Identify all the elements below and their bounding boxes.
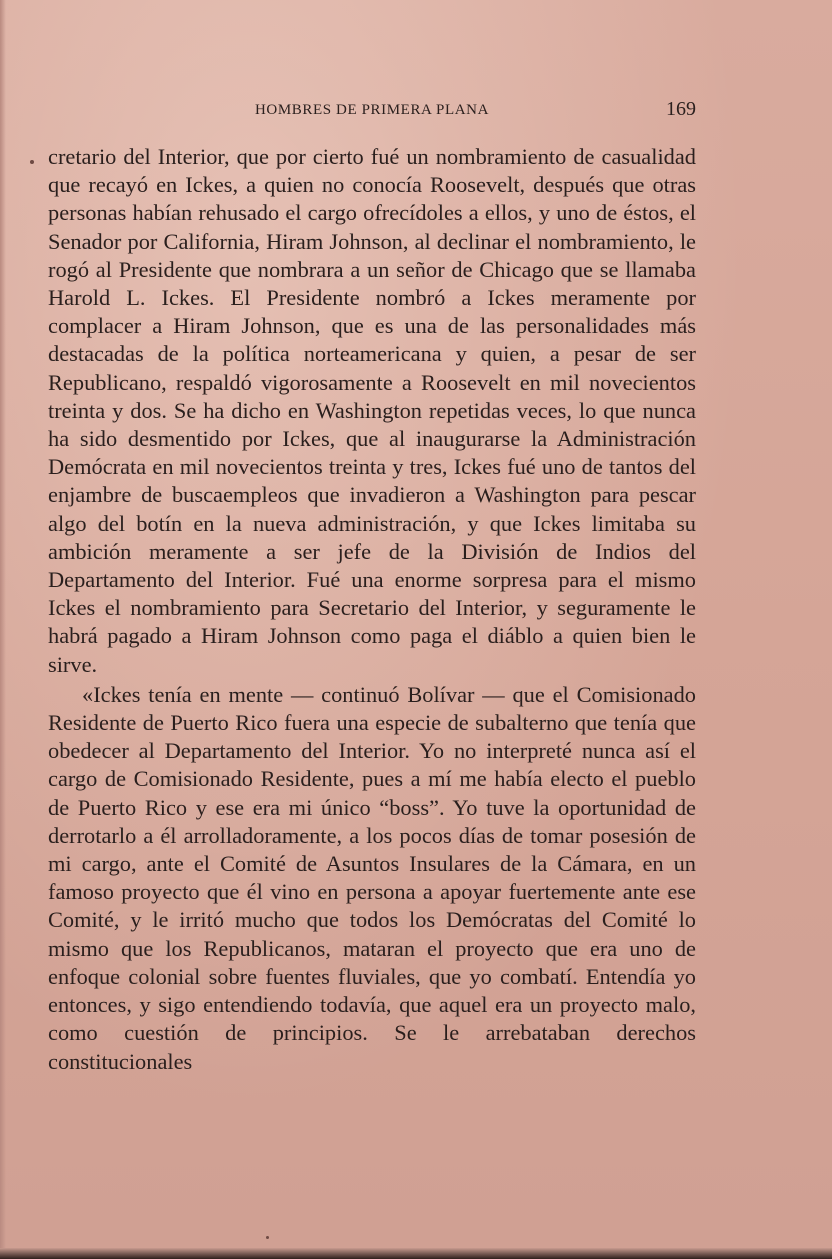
page-left-shadow (0, 0, 6, 1259)
paragraph: «Ickes tenía en mente — continuó Bolívar — que el Comisionado Residente de Puerto Rico fuera una especie de subalterno que tenía que obedecer al Departamento del Interior. Yo no interpreté nunca así el cargo de Comisionado Residente, pues a mí me había electo el pueblo de Puerto Rico y ese era mi único “boss”. Yo tuve la oportunidad de derrotarlo a él arrolladoramente, a los pocos días de tomar posesión de mi cargo, ante el Comité de Asuntos Insulares de la Cámara, en un famoso proyecto que él vino en persona a apoyar fuertemente ante ese Comité, y le irritó mucho que todos los Demócratas del Comité lo mismo que los Republicanos, mataran el proyecto que era uno de enfoque colonial sobre fuentes fluviales, que yo combatí. Entendía yo entonces, y sigo entendiendo todavía, que aquel era un proyecto malo, como cuestión de principios. Se le arrebataban derechos constitucionales (48, 681, 696, 1074)
page-number: 169 (666, 98, 696, 120)
ink-speck (30, 160, 34, 164)
running-head: HOMBRES DE PRIMERA PLANA (254, 102, 490, 118)
ink-speck (266, 1236, 269, 1239)
page-bottom-shadow (0, 1248, 832, 1259)
page-header (48, 98, 696, 124)
paragraph: cretario del Interior, que por cierto fué un nombramiento de casualidad que recayó en Ickes, a quien no conocía Roosevelt, después que otras personas habían rehusado el cargo ofrecídoles a ellos, y uno de éstos, el Senador por California, Hiram Johnson, al declinar el nombramiento, le rogó al Presidente que nombrara a un señor de Chicago que se llamaba Harold L. Ickes. El Presidente nombró a Ickes meramente por complacer a Hiram Johnson, que es una de las personalidades más destacadas de la política norteamericana y quien, a pesar de ser Republicano, respaldó vigorosamente a Roosevelt en mil novecientos treinta y dos. Se ha dicho en Washington repetidas veces, lo que nunca ha sido desmentido por Ickes, que al inaugurarse la Administración Demócrata en mil novecientos treinta y tres, Ickes fué uno de tantos del enjambre de buscaempleos que invadieron a Washington para pescar algo del botín en la nueva administración, y que Ickes limitaba su ambición meramente a ser jefe de la División de Indios del Departamento del Interior. Fué una enorme sorpresa para el mismo Ickes el nombramiento para Secretario del Interior, y seguramente le habrá pagado a Hiram Johnson como paga el diáblo a quien bien le sirve. (48, 144, 696, 677)
body-text (48, 143, 696, 1076)
